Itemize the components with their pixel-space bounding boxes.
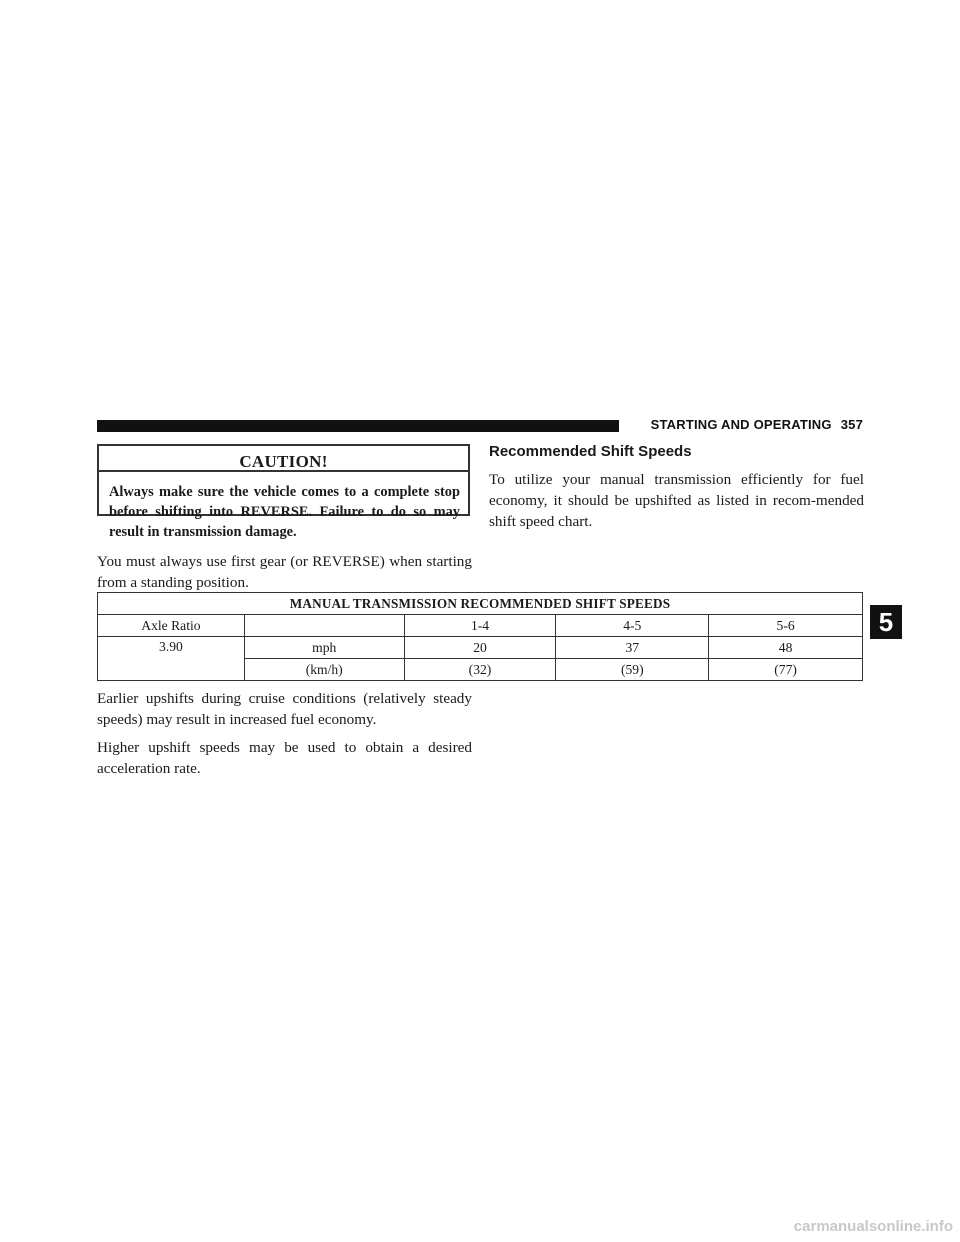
running-header xyxy=(631,417,863,432)
table-title-row xyxy=(98,593,863,615)
table-row xyxy=(98,637,863,659)
table-cell: (32) xyxy=(404,659,556,681)
table-cell: (77) xyxy=(709,659,863,681)
table-header-row xyxy=(98,615,863,637)
table-header-cell: 1-4 xyxy=(404,615,556,637)
table-cell: 20 xyxy=(404,637,556,659)
higher-upshifts-paragraph: Higher upshift speeds may be used to obtain a desired acceleration rate. xyxy=(97,739,472,777)
table-cell: 37 xyxy=(556,637,709,659)
shift-speed-table xyxy=(97,592,863,681)
table-header-cell xyxy=(244,615,404,637)
first-gear-paragraph: You must always use first gear (or REVERSE) when starting from a standing position. xyxy=(97,553,472,591)
caution-text: Always make sure the vehicle comes to a complete stop before shifting into REVERSE. Failure to do so may result in transmission damage. xyxy=(109,484,460,540)
caution-box xyxy=(97,444,470,540)
chapter-tab: 5 xyxy=(870,605,902,639)
table-cell: (59) xyxy=(556,659,709,681)
table-header-cell: 5-6 xyxy=(709,615,863,637)
watermark: carmanualsonline.info xyxy=(793,1218,953,1235)
table-cell: mph xyxy=(244,637,404,659)
caution-title: CAUTION! xyxy=(239,452,328,471)
section-heading: Recommended Shift Speeds xyxy=(489,443,692,460)
table-header-cell: 4-5 xyxy=(556,615,709,637)
shift-speeds-paragraph: To utilize your manual transmission efficiently for fuel economy, it should be upshifted as listed in recom-mended shift speed chart. xyxy=(489,471,864,530)
earlier-upshifts-paragraph: Earlier upshifts during cruise conditions (relatively steady speeds) may result in increased fuel economy. xyxy=(97,690,472,728)
caution-divider xyxy=(99,470,468,472)
page-number: 357 xyxy=(840,417,863,432)
axle-ratio-value: 3.90 xyxy=(98,637,245,681)
header-rule xyxy=(97,420,619,432)
section-title: STARTING AND OPERATING xyxy=(650,417,832,432)
table-title: MANUAL TRANSMISSION RECOMMENDED SHIFT SPEEDS xyxy=(98,593,863,615)
table-header-cell: Axle Ratio xyxy=(98,615,245,637)
table-cell: 48 xyxy=(709,637,863,659)
table-cell: (km/h) xyxy=(244,659,404,681)
